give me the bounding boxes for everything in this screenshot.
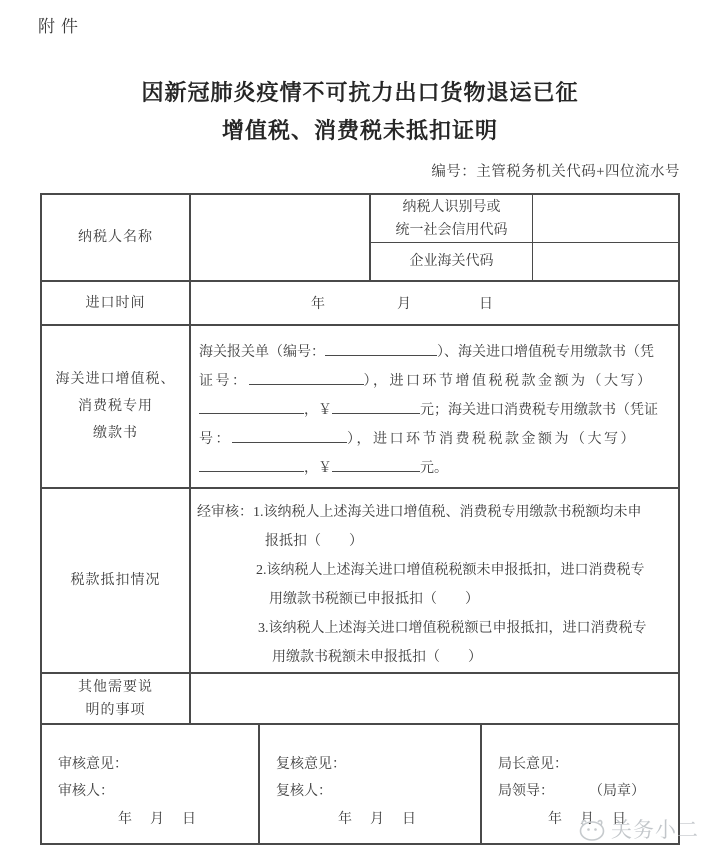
consumption-cert-no-blank [232, 428, 347, 443]
recheck-date: 年 月 日 [338, 812, 418, 827]
deduction-status-label: 税款抵扣情况 [70, 573, 161, 588]
consumption-amount-currency: ，￥ [304, 461, 332, 476]
document-title-line1: 因新冠肺炎疫情不可抗力出口货物退运已征 [141, 80, 579, 105]
import-time-value [189, 282, 678, 324]
deduction-line4: 用缴款书税额已申报抵扣（ ） [269, 592, 479, 607]
review-opinion-label: 审核意见： [58, 757, 128, 772]
deduction-line5: 3.该纳税人上述海关进口增值税税额已申报抵扣，进口消费税专 [258, 621, 647, 636]
import-time-day: 日 [479, 297, 493, 312]
deduction-line3: 2.该纳税人上述海关进口增值税税额未申报抵扣，进口消费税专 [256, 563, 645, 578]
taxpayer-name-value [189, 195, 369, 280]
director-leader-label: 局领导： [498, 784, 554, 799]
serial-number-label: 编号：主管税务机关代码+四位流水号 [431, 164, 680, 180]
taxpayer-id-label-line2: 统一社会信用代码 [395, 222, 508, 238]
vat-cert-no-label: 证号： [199, 374, 249, 389]
payment-cert-label-line3: 缴款书 [93, 426, 138, 441]
consumption-amount-end: 元。 [420, 461, 448, 476]
taxpayer-name-label: 纳税人名称 [78, 230, 153, 245]
document-title [0, 74, 720, 150]
consumption-amount-label: ），进口环节消费税税款金额为（大写） [347, 432, 637, 447]
customs-code-label: 企业海关代码 [409, 254, 494, 269]
watermark-text: 关务小二 [611, 819, 699, 842]
reviewer-label: 审核人： [58, 784, 114, 799]
director-date: 年 月 日 [548, 812, 628, 827]
vat-amount-words-blank [199, 399, 304, 414]
payment-cert-line4 [199, 425, 672, 454]
customs-code-row [371, 242, 678, 280]
declaration-no-label: 海关报关单（编号： [199, 345, 325, 360]
consumption-cert-no-label: 号： [199, 432, 232, 447]
director-opinion-label: 局长意见： [498, 757, 568, 772]
payment-cert-label-line1: 海关进口增值税、 [55, 372, 176, 387]
customs-code-value [532, 243, 678, 280]
row-import-time [42, 280, 678, 324]
consumption-amount-figures-blank [332, 457, 420, 472]
import-time-year: 年 [311, 297, 325, 312]
vat-cert-no-blank [249, 370, 364, 385]
taxpayer-id-label-line1: 纳税人识别号或 [402, 199, 501, 215]
payment-cert-text [189, 326, 678, 487]
import-time-month: 月 [397, 297, 411, 312]
payment-cert-label [42, 326, 189, 487]
consumption-amount-words-blank [199, 457, 304, 472]
row-deduction-status [42, 487, 678, 672]
row-taxpayer [42, 195, 678, 280]
taxpayer-id-block [369, 195, 678, 280]
review-opinion-cell [42, 725, 258, 843]
import-time-label: 进口时间 [85, 295, 146, 311]
vat-amount-figures-blank [332, 399, 420, 414]
document-title-line2: 增值税、消费税未抵扣证明 [221, 118, 498, 143]
vat-amount-label: ），进口环节增值税税款金额为（大写） [363, 374, 654, 389]
payment-cert-label-line2: 消费税专用 [78, 399, 153, 414]
payment-cert-line1 [199, 338, 672, 367]
certificate-table [40, 193, 680, 845]
deduction-line2: 报抵扣（ ） [265, 534, 363, 549]
deduction-status-text [189, 489, 678, 672]
bureau-seal-label: （局章） [596, 784, 645, 799]
deduction-line1: 经审核：1.该纳税人上述海关进口增值税、消费税专用缴款书税额均未申 [197, 505, 642, 520]
row-other-matters [42, 672, 678, 723]
payment-cert-line2 [199, 367, 672, 396]
recheck-opinion-label: 复核意见： [276, 757, 346, 772]
deduction-line6: 用缴款书税额未申报抵扣（ ） [272, 650, 482, 665]
other-matters-value [189, 674, 678, 723]
recheck-opinion-cell [258, 725, 480, 843]
other-matters-label-line1: 其他需要说 [78, 679, 153, 695]
other-matters-label-line2: 明的事项 [85, 702, 146, 718]
vat-cert-label: ）、海关进口增值税专用缴款书（凭 [437, 345, 654, 360]
other-matters-label [42, 674, 189, 723]
vat-amount-currency: ，￥ [304, 403, 332, 418]
attachment-label: 附件 [38, 17, 84, 36]
director-line [498, 778, 678, 805]
rechecker-label: 复核人： [276, 784, 332, 799]
row-payment-cert [42, 324, 678, 487]
payment-cert-line3 [199, 396, 672, 425]
taxpayer-id-label [371, 195, 532, 242]
declaration-no-blank [325, 341, 437, 356]
payment-cert-line5 [199, 454, 672, 483]
review-date: 年 月 日 [118, 812, 198, 827]
watermark [576, 814, 699, 844]
taxpayer-id-value [532, 195, 678, 242]
taxpayer-id-row [371, 195, 678, 242]
consumption-cert-label: 元；海关进口消费税专用缴款书（凭证 [420, 403, 658, 418]
mascot-icon [576, 816, 608, 842]
